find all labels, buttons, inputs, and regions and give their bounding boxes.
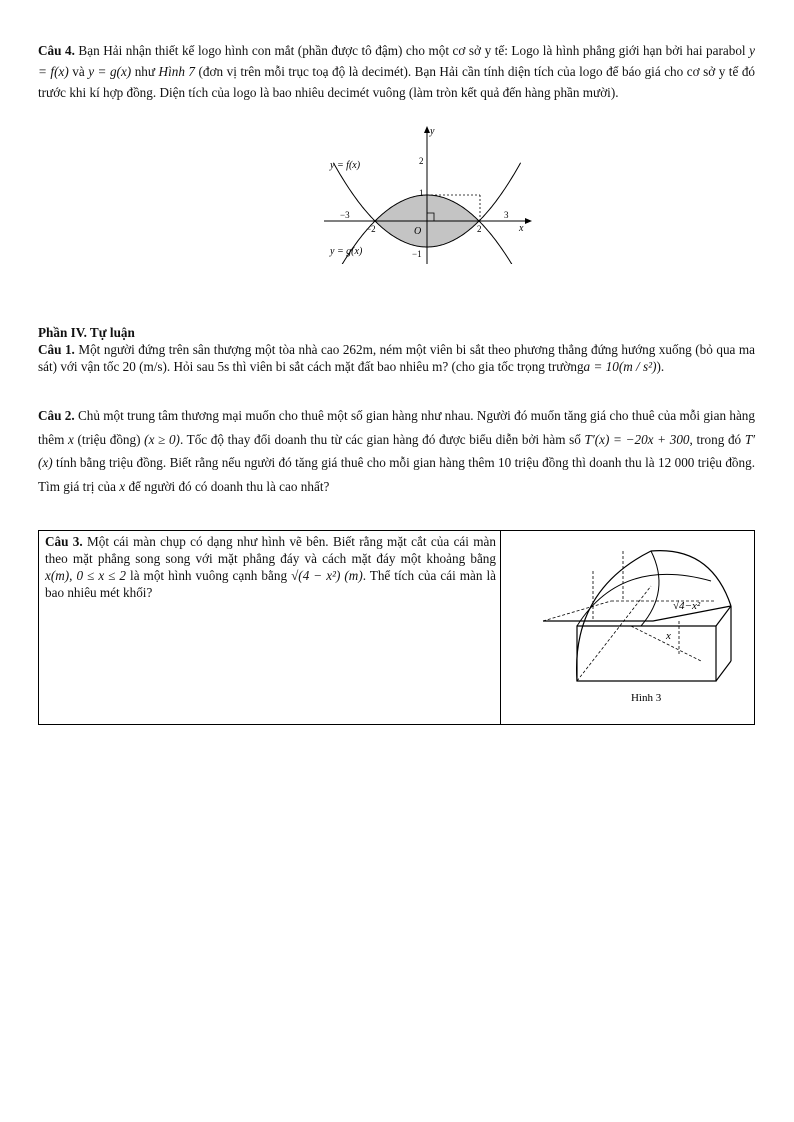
- tick-2: 2: [477, 224, 482, 234]
- question-3-table: [38, 530, 755, 725]
- question-4: Câu 4. Bạn Hải nhận thiết kế logo hình con mắt (phần được tô đậm) cho một cơ sở y tế: Logo là hình phẳng giới hạn bởi hai parabol y = f(x) và y = g(x) như Hình 7 (đơn vị trên mỗi trục toạ độ là decimét). Bạn Hải cần tính diện tích của logo để báo giá cho cơ sở y tế đó trước khi kí hợp đồng. Diện tích của logo là bao nhiêu decimét vuông (làm tròn kết quả đến hàng phần mười).: [38, 43, 756, 100]
- tick-y1: 1: [419, 188, 424, 198]
- tick-neg3: −3: [340, 210, 350, 220]
- origin-label: O: [414, 226, 422, 237]
- q3-figure-cell: [501, 531, 755, 725]
- tick-neg2: −2: [366, 224, 376, 234]
- question-3: Câu 3. Một cái màn chụp có dạng như hình vẽ bên. Biết rằng mặt cắt của cái màn theo mặt phẳng song song với mặt phẳng đáy và cách mặt đáy một khoảng bằng x(m), 0 ≤ x ≤ 2 là một hình vuông cạnh bằng √(4 − x²) (m). Thể tích của cái màn là bao nhiêu mét khối?: [45, 534, 496, 600]
- part-4-title: Phần IV. Tự luận: [38, 325, 135, 340]
- question-2: Câu 2. Chủ một trung tâm thương mại muốn cho thuê một số gian hàng như nhau. Người đó muốn tăng giá cho thuê của mỗi gian hàng thêm x (triệu đồng) (x ≥ 0). Tốc độ thay đổi doanh thu từ các gian hàng đó được biểu diễn bởi hàm số T′(x) = −20x + 300, trong đó T′(x) tính bằng triệu đồng. Biết rằng nếu người đó tăng giá thuê cho mỗi gian hàng thêm 10 triệu đồng thì doanh thu là 12 000 triệu đồng. Tìm giá trị của x để người đó có doanh thu là cao nhất?: [38, 408, 756, 494]
- figure-caption: Hình 3: [631, 692, 662, 704]
- tick-y2: 2: [419, 156, 424, 166]
- tick-3: 3: [504, 210, 509, 220]
- axis-x-label: x: [519, 223, 524, 234]
- label-g: y = g(x): [330, 246, 363, 257]
- x-label: x: [666, 630, 671, 642]
- q3-label: Câu 3.: [45, 534, 83, 549]
- axis-y-label: y: [430, 126, 435, 137]
- q2-label: Câu 2.: [38, 408, 75, 423]
- q4-label: Câu 4.: [38, 43, 75, 58]
- eye-logo-graph: [322, 124, 542, 264]
- side-label: √4−x²: [673, 600, 701, 612]
- q1-label: Câu 1.: [38, 342, 75, 357]
- q3-text-cell: [39, 531, 501, 725]
- label-f: y = f(x): [330, 160, 361, 171]
- dome-figure: [501, 531, 754, 719]
- question-1: Câu 1. Một người đứng trên sân thượng một tòa nhà cao 262m, ném một viên bi sắt theo phương thẳng đứng hướng xuống (bỏ qua ma sát) với vận tốc 20 (m/s). Hỏi sau 5s thì viên bi sắt cách mặt đất bao nhiêu m? (cho gia tốc trọng trườnga = 10(m / s²)).: [38, 342, 755, 374]
- tick-yneg1: −1: [412, 249, 422, 259]
